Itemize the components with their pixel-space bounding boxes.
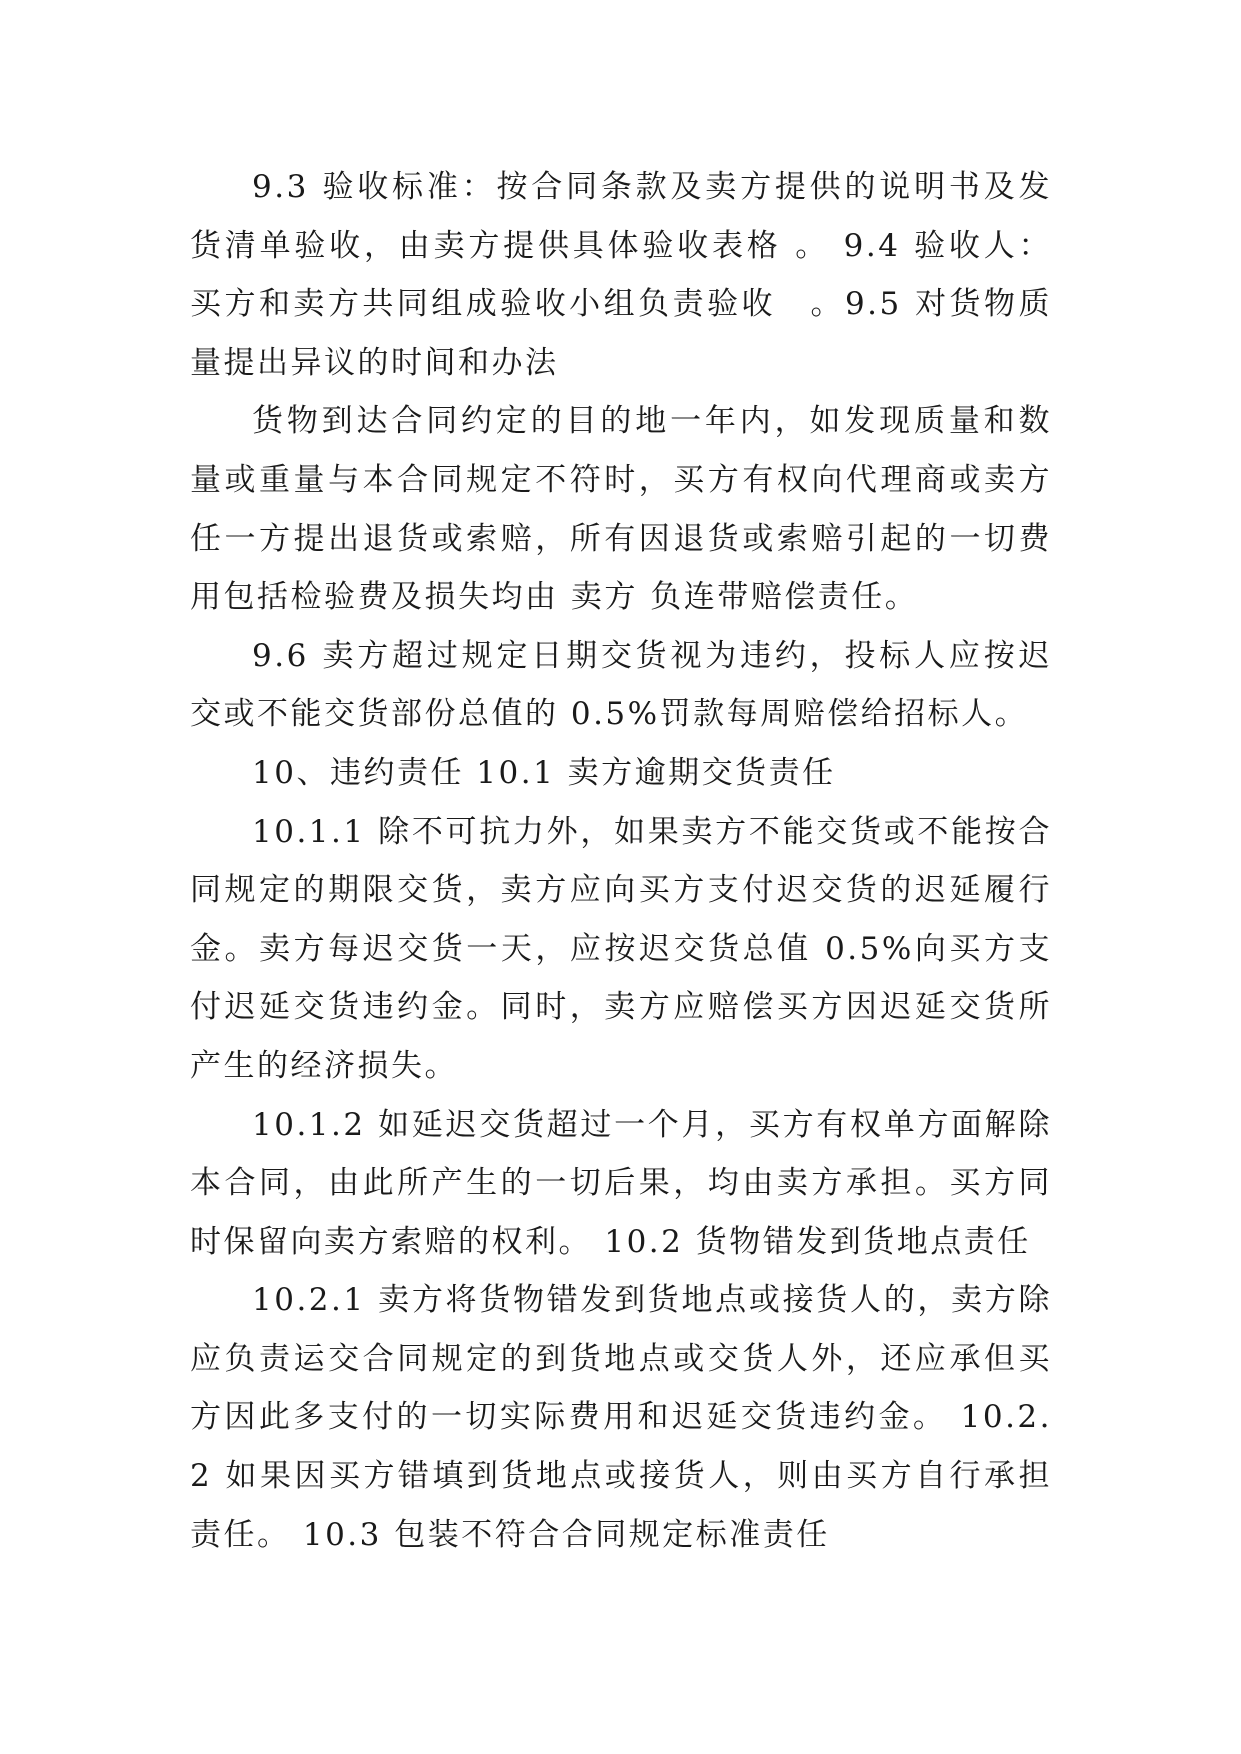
paragraph-breach-liability-heading: 10、违约责任 10.1 卖方逾期交货责任 [252,754,836,791]
paragraph-overdue-delivery: 10.1.1 除不可抗力外，如果卖方不能交货或不能按合同规定的期限交货，卖方应向买方支付迟交货的迟延履行金。卖方每迟交货一天，应按迟交货总值 0.5%向买方支付迟延交货违约金。同时，卖方应赔偿买方因迟延交货所产生的经济损失。 [190,813,1052,1084]
paragraph-contract-termination: 10.1.2 如延迟交货超过一个月，买方有权单方面解除本合同，由此所产生的一切后果，均由卖方承担。买方同时保留向卖方索赔的权利。 10.2 货物错发到货地点责任 [190,1106,1052,1260]
paragraph-late-delivery-penalty: 9.6 卖方超过规定日期交货视为违约，投标人应按迟交或不能交货部份总值的 0.5%罚款每周赔偿给招标人。 [190,637,1052,733]
paragraph-acceptance-standard: 9.3 验收标准：按合同条款及卖方提供的说明书及发货清单验收，由卖方提供具体验收表格 。 9.4 验收人：买方和卖方共同组成验收小组负责验收 。9.5 对货物质量提出异议的时间和办法 [190,169,1052,381]
document-page [190,158,1052,1564]
paragraph-quality-objection: 货物到达合同约定的目的地一年内，如发现质量和数量或重量与本合同规定不符时，买方有权向代理商或卖方任一方提出退货或索赔，所有因退货或索赔引起的一切费用包括检验费及损失均由 卖方 负连带赔偿责任。 [190,403,1052,616]
paragraph-wrong-destination: 10.2.1 卖方将货物错发到货地点或接货人的，卖方除应负责运交合同规定的到货地点或交货人外，还应承但买方因此多支付的一切实际费用和迟延交货违约金。 10.2.2 如果因买方错填到货地点或接货人，则由买方自行承担责任。 10.3 包装不符合合同规定标准责任 [190,1282,1052,1553]
